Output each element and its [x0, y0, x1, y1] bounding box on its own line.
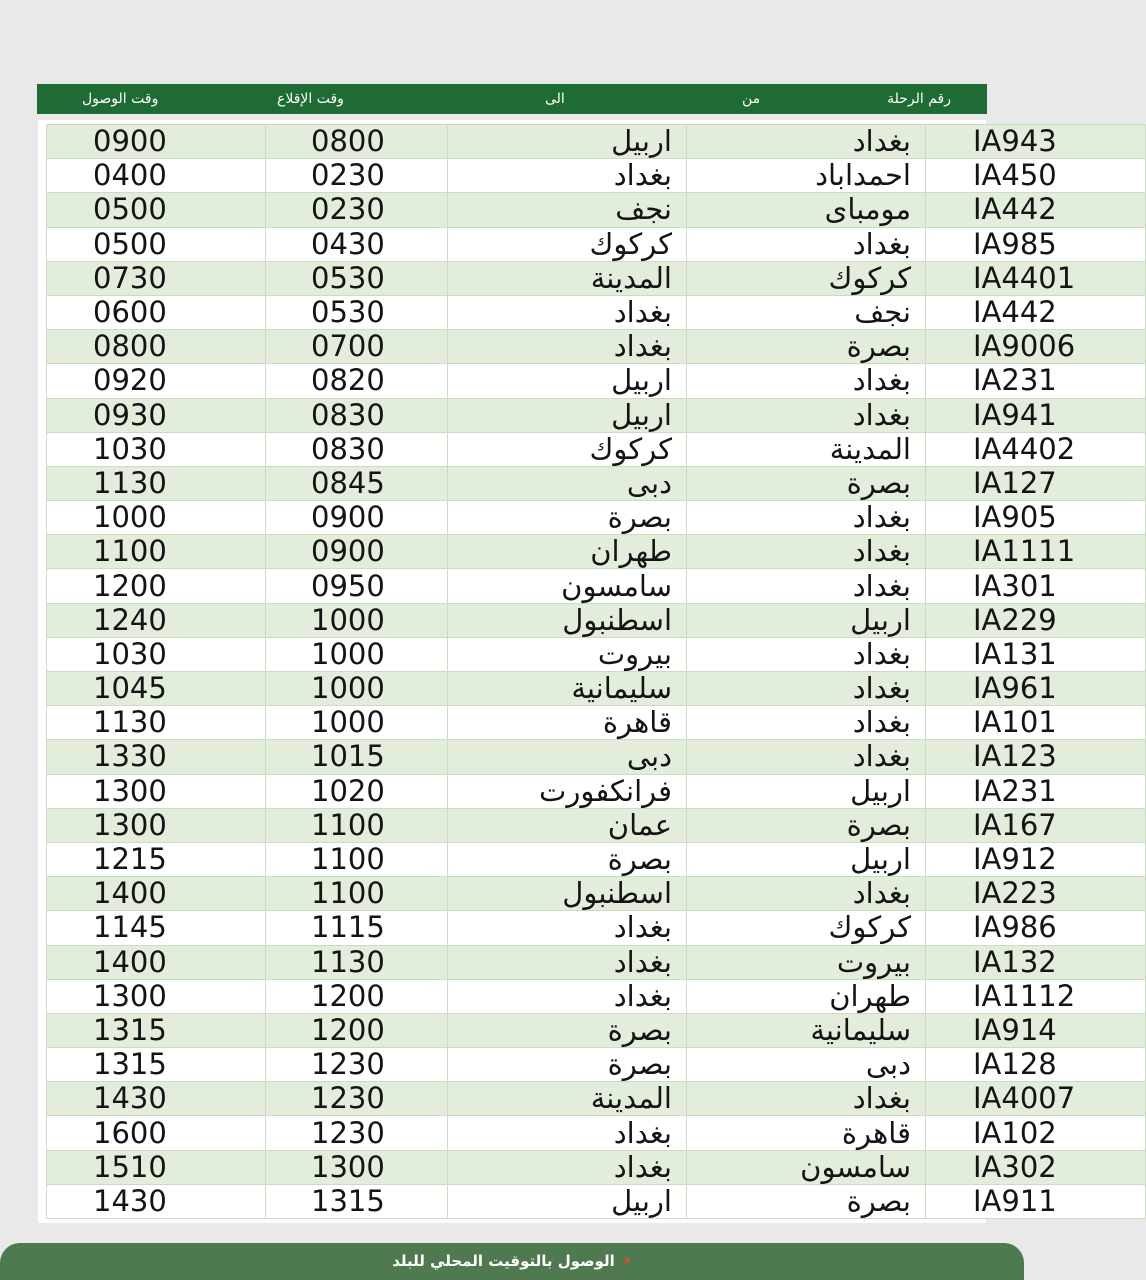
origin-cell: بصرة — [687, 808, 926, 842]
flight-number-cell: IA986 — [926, 911, 1146, 945]
departure-time-cell: 0430 — [266, 227, 448, 261]
arrival-time-cell: 1510 — [47, 1150, 266, 1184]
table-row — [47, 227, 1146, 261]
flight-number-cell: IA123 — [926, 740, 1146, 774]
table-row — [47, 774, 1146, 808]
origin-cell: بغداد — [687, 125, 926, 159]
flight-number-cell: IA941 — [926, 398, 1146, 432]
arrival-time-cell: 1215 — [47, 842, 266, 876]
destination-cell: بصرة — [448, 842, 687, 876]
origin-cell: اربيل — [687, 842, 926, 876]
destination-cell: دبى — [448, 466, 687, 500]
table-header-bar — [37, 84, 987, 114]
origin-cell: مومباى — [687, 193, 926, 227]
arrival-time-cell: 1330 — [47, 740, 266, 774]
origin-cell: بغداد — [687, 535, 926, 569]
destination-cell: بغداد — [448, 911, 687, 945]
header-arrival-time: وقت الوصول — [82, 91, 159, 107]
flight-number-cell: IA229 — [926, 603, 1146, 637]
departure-time-cell: 0800 — [266, 125, 448, 159]
arrival-time-cell: 1300 — [47, 979, 266, 1013]
origin-cell: بغداد — [687, 227, 926, 261]
flight-number-cell: IA442 — [926, 295, 1146, 329]
departure-time-cell: 1230 — [266, 1082, 448, 1116]
departure-time-cell: 0900 — [266, 535, 448, 569]
origin-cell: بغداد — [687, 569, 926, 603]
destination-cell: بصرة — [448, 1048, 687, 1082]
origin-cell: بصرة — [687, 466, 926, 500]
arrival-time-cell: 1130 — [47, 706, 266, 740]
table-row — [47, 808, 1146, 842]
flight-number-cell: IA1112 — [926, 979, 1146, 1013]
destination-cell: كركوك — [448, 227, 687, 261]
flight-number-cell: IA132 — [926, 945, 1146, 979]
arrival-time-cell: 0400 — [47, 159, 266, 193]
departure-time-cell: 1300 — [266, 1150, 448, 1184]
header-departure-time: وقت الإقلاع — [277, 91, 344, 107]
departure-time-cell: 0700 — [266, 330, 448, 364]
destination-cell: بصرة — [448, 501, 687, 535]
arrival-time-cell: 0500 — [47, 193, 266, 227]
flight-number-cell: IA4007 — [926, 1082, 1146, 1116]
destination-cell: اسطنبول — [448, 603, 687, 637]
footer-note: الوصول بالتوقيت المحلي للبلد — [392, 1252, 615, 1270]
destination-cell: المدينة — [448, 1082, 687, 1116]
departure-time-cell: 0845 — [266, 466, 448, 500]
destination-cell: اربيل — [448, 398, 687, 432]
origin-cell: بغداد — [687, 637, 926, 671]
arrival-time-cell: 0900 — [47, 125, 266, 159]
destination-cell: المدينة — [448, 261, 687, 295]
arrival-time-cell: 1000 — [47, 501, 266, 535]
table-row — [47, 1184, 1146, 1218]
destination-cell: فرانكفورت — [448, 774, 687, 808]
departure-time-cell: 1015 — [266, 740, 448, 774]
destination-cell: بغداد — [448, 1150, 687, 1184]
origin-cell: بغداد — [687, 877, 926, 911]
origin-cell: بغداد — [687, 398, 926, 432]
arrival-time-cell: 1600 — [47, 1116, 266, 1150]
table-row — [47, 979, 1146, 1013]
table-row — [47, 1048, 1146, 1082]
origin-cell: المدينة — [687, 432, 926, 466]
table-row — [47, 501, 1146, 535]
origin-cell: احمداباد — [687, 159, 926, 193]
destination-cell: بغداد — [448, 945, 687, 979]
flight-number-cell: IA905 — [926, 501, 1146, 535]
arrival-time-cell: 1300 — [47, 774, 266, 808]
destination-cell: سامسون — [448, 569, 687, 603]
arrival-time-cell: 0600 — [47, 295, 266, 329]
table-row — [47, 330, 1146, 364]
departure-time-cell: 1200 — [266, 979, 448, 1013]
table-row — [47, 1013, 1146, 1047]
departure-time-cell: 1130 — [266, 945, 448, 979]
table-row — [47, 125, 1146, 159]
departure-time-cell: 1000 — [266, 672, 448, 706]
table-row — [47, 535, 1146, 569]
departure-time-cell: 1000 — [266, 603, 448, 637]
origin-cell: سليمانية — [687, 1013, 926, 1047]
origin-cell: طهران — [687, 979, 926, 1013]
destination-cell: نجف — [448, 193, 687, 227]
flight-number-cell: IA231 — [926, 774, 1146, 808]
destination-cell: بيروت — [448, 637, 687, 671]
flight-number-cell: IA943 — [926, 125, 1146, 159]
origin-cell: اربيل — [687, 774, 926, 808]
arrival-time-cell: 1315 — [47, 1048, 266, 1082]
table-row — [47, 364, 1146, 398]
table-row — [47, 945, 1146, 979]
footer-note-bar — [0, 1243, 1024, 1280]
departure-time-cell: 1230 — [266, 1048, 448, 1082]
arrival-time-cell: 1200 — [47, 569, 266, 603]
table-row — [47, 1150, 1146, 1184]
origin-cell: اربيل — [687, 603, 926, 637]
departure-time-cell: 0830 — [266, 432, 448, 466]
origin-cell: كركوك — [687, 911, 926, 945]
departure-time-cell: 0820 — [266, 364, 448, 398]
table-row — [47, 603, 1146, 637]
destination-cell: بغداد — [448, 979, 687, 1013]
table-row — [47, 159, 1146, 193]
flight-number-cell: IA4401 — [926, 261, 1146, 295]
arrival-time-cell: 1300 — [47, 808, 266, 842]
table-row — [47, 432, 1146, 466]
table-row — [47, 193, 1146, 227]
origin-cell: دبى — [687, 1048, 926, 1082]
arrival-time-cell: 1430 — [47, 1184, 266, 1218]
arrival-time-cell: 1100 — [47, 535, 266, 569]
destination-cell: اسطنبول — [448, 877, 687, 911]
destination-cell: بغداد — [448, 159, 687, 193]
arrival-time-cell: 0800 — [47, 330, 266, 364]
arrival-time-cell: 1030 — [47, 637, 266, 671]
flight-number-cell: IA167 — [926, 808, 1146, 842]
table-row — [47, 637, 1146, 671]
origin-cell: بغداد — [687, 501, 926, 535]
flight-number-cell: IA302 — [926, 1150, 1146, 1184]
departure-time-cell: 1100 — [266, 808, 448, 842]
destination-cell: بغداد — [448, 295, 687, 329]
table-row — [47, 295, 1146, 329]
table-row — [47, 672, 1146, 706]
table-row — [47, 911, 1146, 945]
origin-cell: كركوك — [687, 261, 926, 295]
arrival-time-cell: 1130 — [47, 466, 266, 500]
departure-time-cell: 1100 — [266, 877, 448, 911]
origin-cell: بصرة — [687, 330, 926, 364]
flight-number-cell: IA102 — [926, 1116, 1146, 1150]
departure-time-cell: 1000 — [266, 706, 448, 740]
header-from: من — [742, 91, 761, 107]
flight-number-cell: IA450 — [926, 159, 1146, 193]
arrival-time-cell: 1045 — [47, 672, 266, 706]
flight-number-cell: IA223 — [926, 877, 1146, 911]
departure-time-cell: 0830 — [266, 398, 448, 432]
departure-time-cell: 1315 — [266, 1184, 448, 1218]
departure-time-cell: 0900 — [266, 501, 448, 535]
origin-cell: نجف — [687, 295, 926, 329]
flight-number-cell: IA961 — [926, 672, 1146, 706]
origin-cell: بغداد — [687, 672, 926, 706]
departure-time-cell: 1230 — [266, 1116, 448, 1150]
origin-cell: بصرة — [687, 1184, 926, 1218]
table-row — [47, 740, 1146, 774]
destination-cell: طهران — [448, 535, 687, 569]
arrival-time-cell: 1030 — [47, 432, 266, 466]
destination-cell: قاهرة — [448, 706, 687, 740]
destination-cell: بغداد — [448, 330, 687, 364]
flight-number-cell: IA101 — [926, 706, 1146, 740]
table-row — [47, 877, 1146, 911]
destination-cell: اربيل — [448, 364, 687, 398]
flight-number-cell: IA985 — [926, 227, 1146, 261]
origin-cell: بغداد — [687, 706, 926, 740]
origin-cell: بغداد — [687, 1082, 926, 1116]
arrival-time-cell: 1315 — [47, 1013, 266, 1047]
flight-number-cell: IA442 — [926, 193, 1146, 227]
header-to: الى — [545, 91, 565, 107]
flight-schedule-table — [46, 124, 1146, 1219]
table-row — [47, 569, 1146, 603]
flight-number-cell: IA231 — [926, 364, 1146, 398]
flight-schedule-card — [38, 120, 1076, 1223]
origin-cell: قاهرة — [687, 1116, 926, 1150]
header-flight-number: رقم الرحلة — [887, 91, 951, 107]
arrival-time-cell: 1430 — [47, 1082, 266, 1116]
origin-cell: بغداد — [687, 364, 926, 398]
destination-cell: سليمانية — [448, 672, 687, 706]
arrival-time-cell: 0500 — [47, 227, 266, 261]
table-row — [47, 1082, 1146, 1116]
origin-cell: سامسون — [687, 1150, 926, 1184]
table-row — [47, 842, 1146, 876]
origin-cell: بغداد — [687, 740, 926, 774]
flight-number-cell: IA4402 — [926, 432, 1146, 466]
flight-number-cell: IA127 — [926, 466, 1146, 500]
departure-time-cell: 1100 — [266, 842, 448, 876]
flight-number-cell: IA911 — [926, 1184, 1146, 1218]
departure-time-cell: 0530 — [266, 261, 448, 295]
table-row — [47, 706, 1146, 740]
arrival-time-cell: 1400 — [47, 945, 266, 979]
departure-time-cell: 0950 — [266, 569, 448, 603]
departure-time-cell: 0230 — [266, 193, 448, 227]
destination-cell: دبى — [448, 740, 687, 774]
destination-cell: كركوك — [448, 432, 687, 466]
destination-cell: اربيل — [448, 1184, 687, 1218]
flight-number-cell: IA301 — [926, 569, 1146, 603]
departure-time-cell: 1115 — [266, 911, 448, 945]
flight-number-cell: IA131 — [926, 637, 1146, 671]
departure-time-cell: 0230 — [266, 159, 448, 193]
arrival-time-cell: 0730 — [47, 261, 266, 295]
arrival-time-cell: 1240 — [47, 603, 266, 637]
departure-time-cell: 1020 — [266, 774, 448, 808]
flight-number-cell: IA1111 — [926, 535, 1146, 569]
table-row — [47, 398, 1146, 432]
flight-number-cell: IA9006 — [926, 330, 1146, 364]
destination-cell: عمان — [448, 808, 687, 842]
destination-cell: بغداد — [448, 1116, 687, 1150]
departure-time-cell: 0530 — [266, 295, 448, 329]
footer-bullet: • — [622, 1254, 632, 1270]
table-row — [47, 261, 1146, 295]
table-row — [47, 1116, 1146, 1150]
departure-time-cell: 1000 — [266, 637, 448, 671]
flight-rows — [47, 125, 1146, 1219]
destination-cell: بصرة — [448, 1013, 687, 1047]
arrival-time-cell: 0920 — [47, 364, 266, 398]
departure-time-cell: 1200 — [266, 1013, 448, 1047]
destination-cell: اربيل — [448, 125, 687, 159]
arrival-time-cell: 0930 — [47, 398, 266, 432]
table-row — [47, 466, 1146, 500]
arrival-time-cell: 1145 — [47, 911, 266, 945]
flight-number-cell: IA912 — [926, 842, 1146, 876]
origin-cell: بيروت — [687, 945, 926, 979]
flight-number-cell: IA914 — [926, 1013, 1146, 1047]
flight-number-cell: IA128 — [926, 1048, 1146, 1082]
arrival-time-cell: 1400 — [47, 877, 266, 911]
